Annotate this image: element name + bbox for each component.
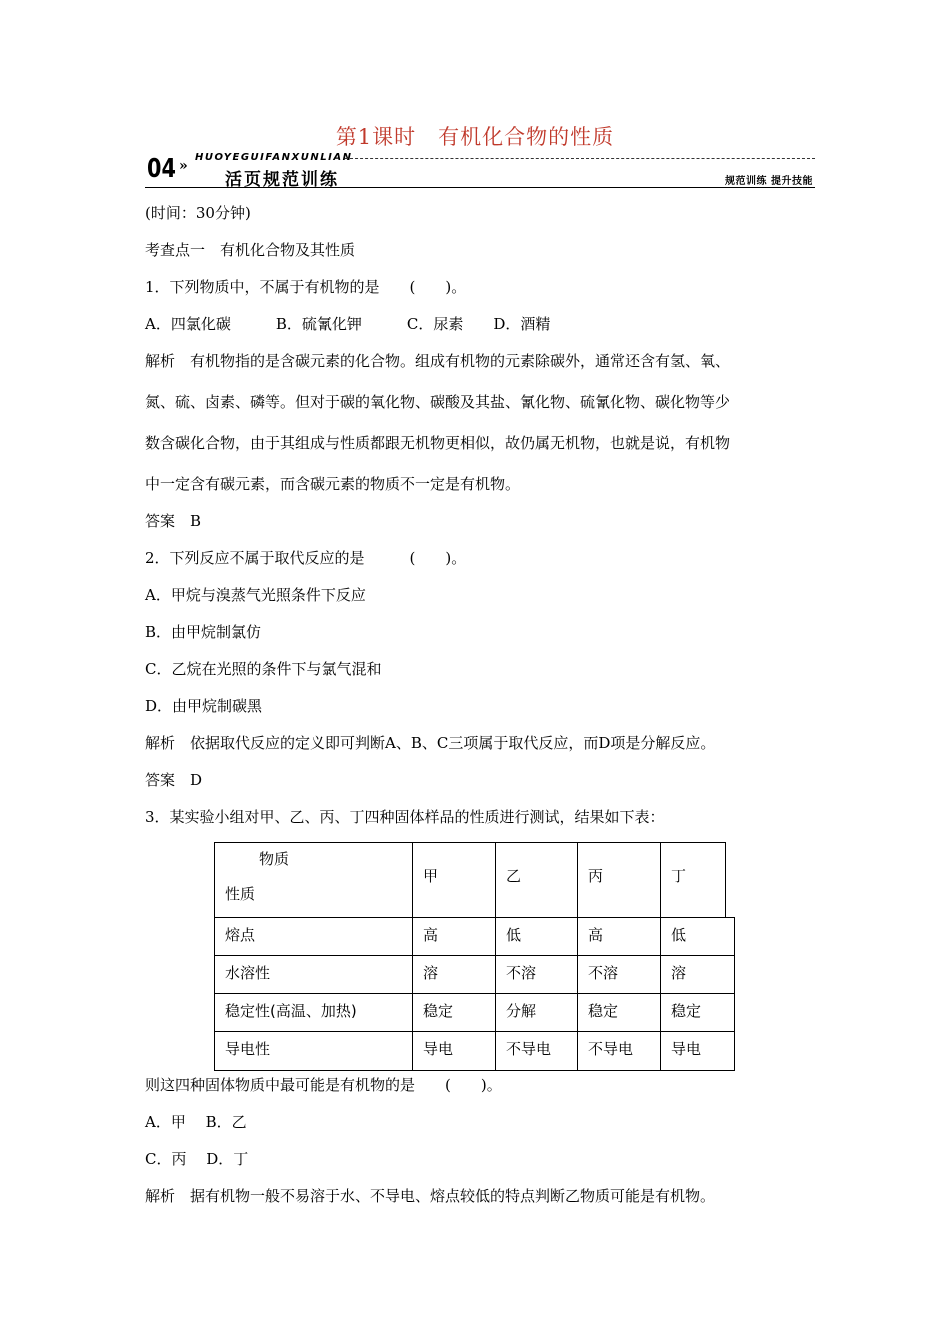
question-2-option-b: B．由甲烷制氯仿: [145, 623, 262, 641]
question-3-options-ab: A．甲 B．乙: [145, 1113, 247, 1131]
answer-1: 答案 B: [145, 512, 202, 530]
table-cell: 稳定: [660, 993, 735, 1032]
banner-label: 活页规范训练: [225, 170, 339, 190]
table-cell: 溶: [660, 955, 735, 994]
table-cell: 高: [577, 917, 661, 956]
question-2-option-a: A．甲烷与溴蒸气光照条件下反应: [145, 586, 366, 604]
analysis-1-line: 数含碳化合物，由于其组成与性质都跟无机物更相似，故仍属无机物，也就是说，有机物: [145, 434, 731, 452]
table-cell: 稳定: [577, 993, 661, 1032]
table-row-label: 稳定性(高温、加热): [214, 993, 413, 1032]
table-cell: 分解: [495, 993, 578, 1032]
page-title: 第1课时 有机化合物的性质: [335, 125, 615, 149]
answer-2: 答案 D: [145, 771, 203, 789]
banner-slogan: 规范训练 提升技能: [725, 176, 813, 187]
section-banner: [145, 152, 815, 192]
table-header-cell: 甲: [412, 842, 496, 918]
table-cell: 导电: [660, 1031, 735, 1071]
table-cell: 不溶: [495, 955, 578, 994]
section-heading: 考查点一 有机化合物及其性质: [145, 241, 356, 259]
table-cell: 溶: [412, 955, 496, 994]
table-cell: 低: [495, 917, 578, 956]
banner-rule: [145, 187, 815, 188]
section-number: 04: [147, 154, 176, 184]
question-3: 3．某实验小组对甲、乙、丙、丁四种固体样品的性质进行测试，结果如下表：: [145, 808, 665, 826]
table-row-label: 导电性: [214, 1031, 413, 1071]
table-cell: 低: [660, 917, 735, 956]
question-2: 2．下列反应不属于取代反应的是 ( )。: [145, 549, 467, 567]
question-3-options-cd: C．丙 D．丁: [145, 1150, 249, 1168]
double-chevron-icon: »: [179, 158, 188, 174]
question-3-prompt: 则这四种固体物质中最可能是有机物的是 ( )。: [145, 1076, 502, 1094]
question-1: 1．下列物质中，不属于有机物的是 ( )。: [145, 278, 467, 296]
table-row-label: 熔点: [214, 917, 413, 956]
corner-header-top: 物质: [259, 850, 290, 868]
table-cell: 导电: [412, 1031, 496, 1071]
table-cell: 不溶: [577, 955, 661, 994]
table-header-cell: 丁: [660, 842, 726, 918]
table-cell: 不导电: [495, 1031, 578, 1071]
table-cell: 稳定: [412, 993, 496, 1032]
time-note: (时间：30分钟): [145, 204, 251, 222]
table-header-cell: 丙: [577, 842, 661, 918]
question-2-option-c: C．乙烷在光照的条件下与氯气混和: [145, 660, 382, 678]
question-2-option-d: D．由甲烷制碳黑: [145, 697, 263, 715]
corner-header-bottom: 性质: [225, 885, 256, 903]
table-cell: 不导电: [577, 1031, 661, 1071]
dashed-divider: [345, 158, 815, 159]
table-cell: 高: [412, 917, 496, 956]
banner-pinyin: HUOYEGUIFANXUNLIAN: [195, 152, 353, 163]
analysis-1-line: 解析 有机物指的是含碳元素的化合物。组成有机物的元素除碳外，通常还含有氢、氧、: [145, 352, 731, 370]
analysis-1-line: 中一定含有碳元素，而含碳元素的物质不一定是有机物。: [145, 475, 521, 493]
analysis-3: 解析 据有机物一般不易溶于水、不导电、熔点较低的特点判断乙物质可能是有机物。: [145, 1187, 716, 1205]
table-header-cell: 乙: [495, 842, 578, 918]
table-row-label: 水溶性: [214, 955, 413, 994]
question-1-options: A．四氯化碳 B．硫氰化钾 C．尿素 D．酒精: [145, 315, 551, 333]
analysis-2: 解析 依据取代反应的定义即可判断A、B、C三项属于取代反应，而D项是分解反应。: [145, 734, 716, 752]
table-corner-cell: [214, 842, 413, 918]
analysis-1-line: 氮、硫、卤素、磷等。但对于碳的氧化物、碳酸及其盐、氰化物、硫氰化物、碳化物等少: [145, 393, 731, 411]
